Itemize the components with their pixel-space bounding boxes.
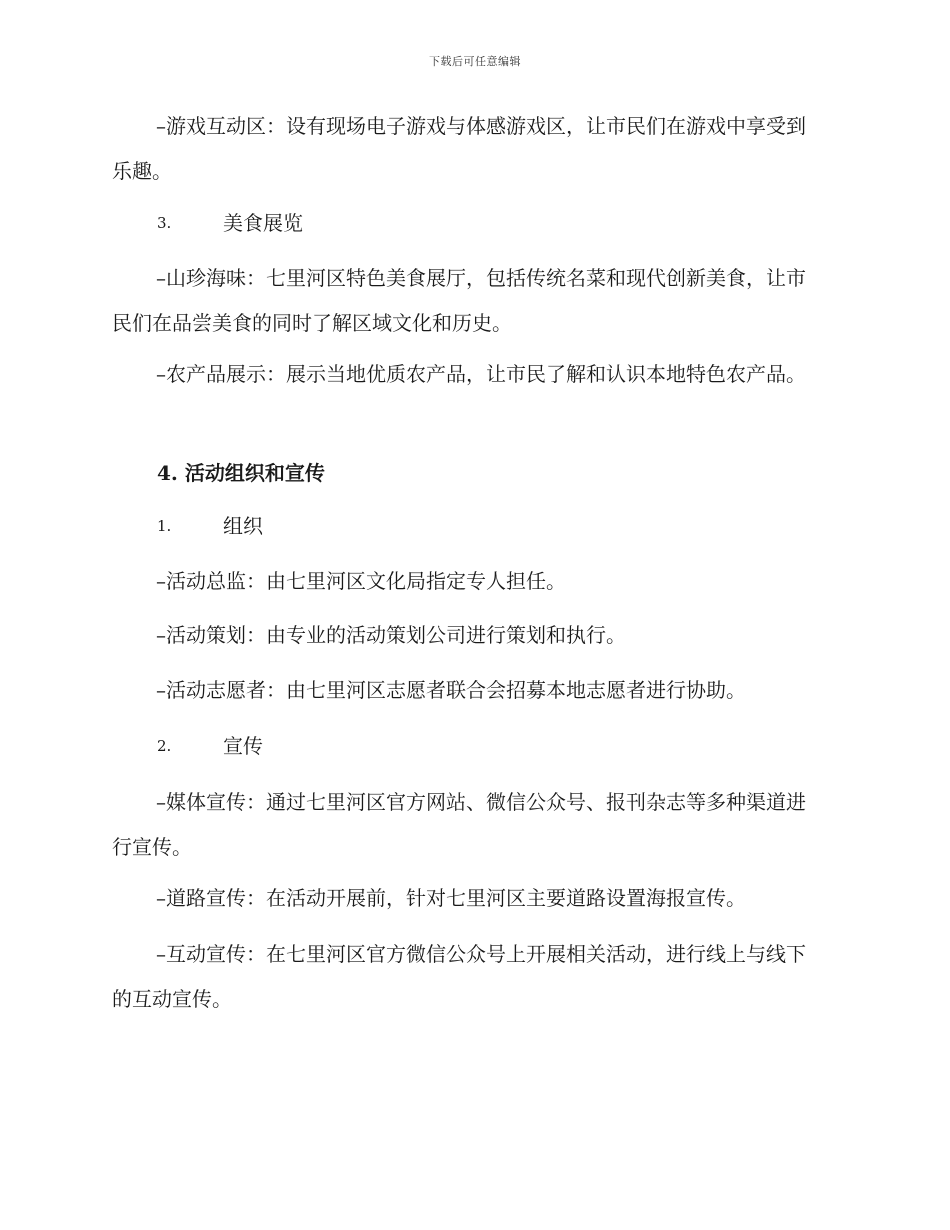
page-header: 下载后可任意编辑 [429, 55, 521, 68]
paragraph-interactive: –互动宣传：在七里河区官方微信公众号上开展相关活动，进行线上与线下的互动宣传。 [112, 942, 806, 1011]
section-title-promo: 宣传 [223, 734, 263, 758]
section-number-org: 1. [157, 517, 172, 535]
paragraph-seafood: –山珍海味：七里河区特色美食展厅，包括传统名菜和现代创新美食，让市民们在品尝美食的同时了解区域文化和历史。 [112, 266, 806, 335]
paragraph-road: –道路宣传：在活动开展前，针对七里河区主要道路设置海报宣传。 [156, 886, 746, 910]
paragraph-planning: –活动策划：由专业的活动策划公司进行策划和执行。 [156, 623, 626, 647]
paragraph-agri: –农产品展示：展示当地优质农产品，让市民了解和认识本地特色农产品。 [156, 362, 806, 386]
paragraph-media: –媒体宣传：通过七里河区官方网站、微信公众号、报刊杂志等多种渠道进行宣传。 [112, 790, 806, 859]
section-title-org: 组织 [223, 514, 263, 538]
section-number-food: 3. [157, 214, 172, 232]
section-number-promo: 2. [157, 737, 172, 755]
section-heading-4: 4. 活动组织和宣传 [157, 461, 325, 485]
paragraph-game-zone: –游戏互动区：设有现场电子游戏与体感游戏区，让市民们在游戏中享受到乐趣。 [112, 114, 806, 183]
paragraph-director: –活动总监：由七里河区文化局指定专人担任。 [156, 569, 566, 593]
section-title-food: 美食展览 [223, 211, 303, 235]
paragraph-volunteers: –活动志愿者：由七里河区志愿者联合会招募本地志愿者进行协助。 [156, 678, 746, 702]
